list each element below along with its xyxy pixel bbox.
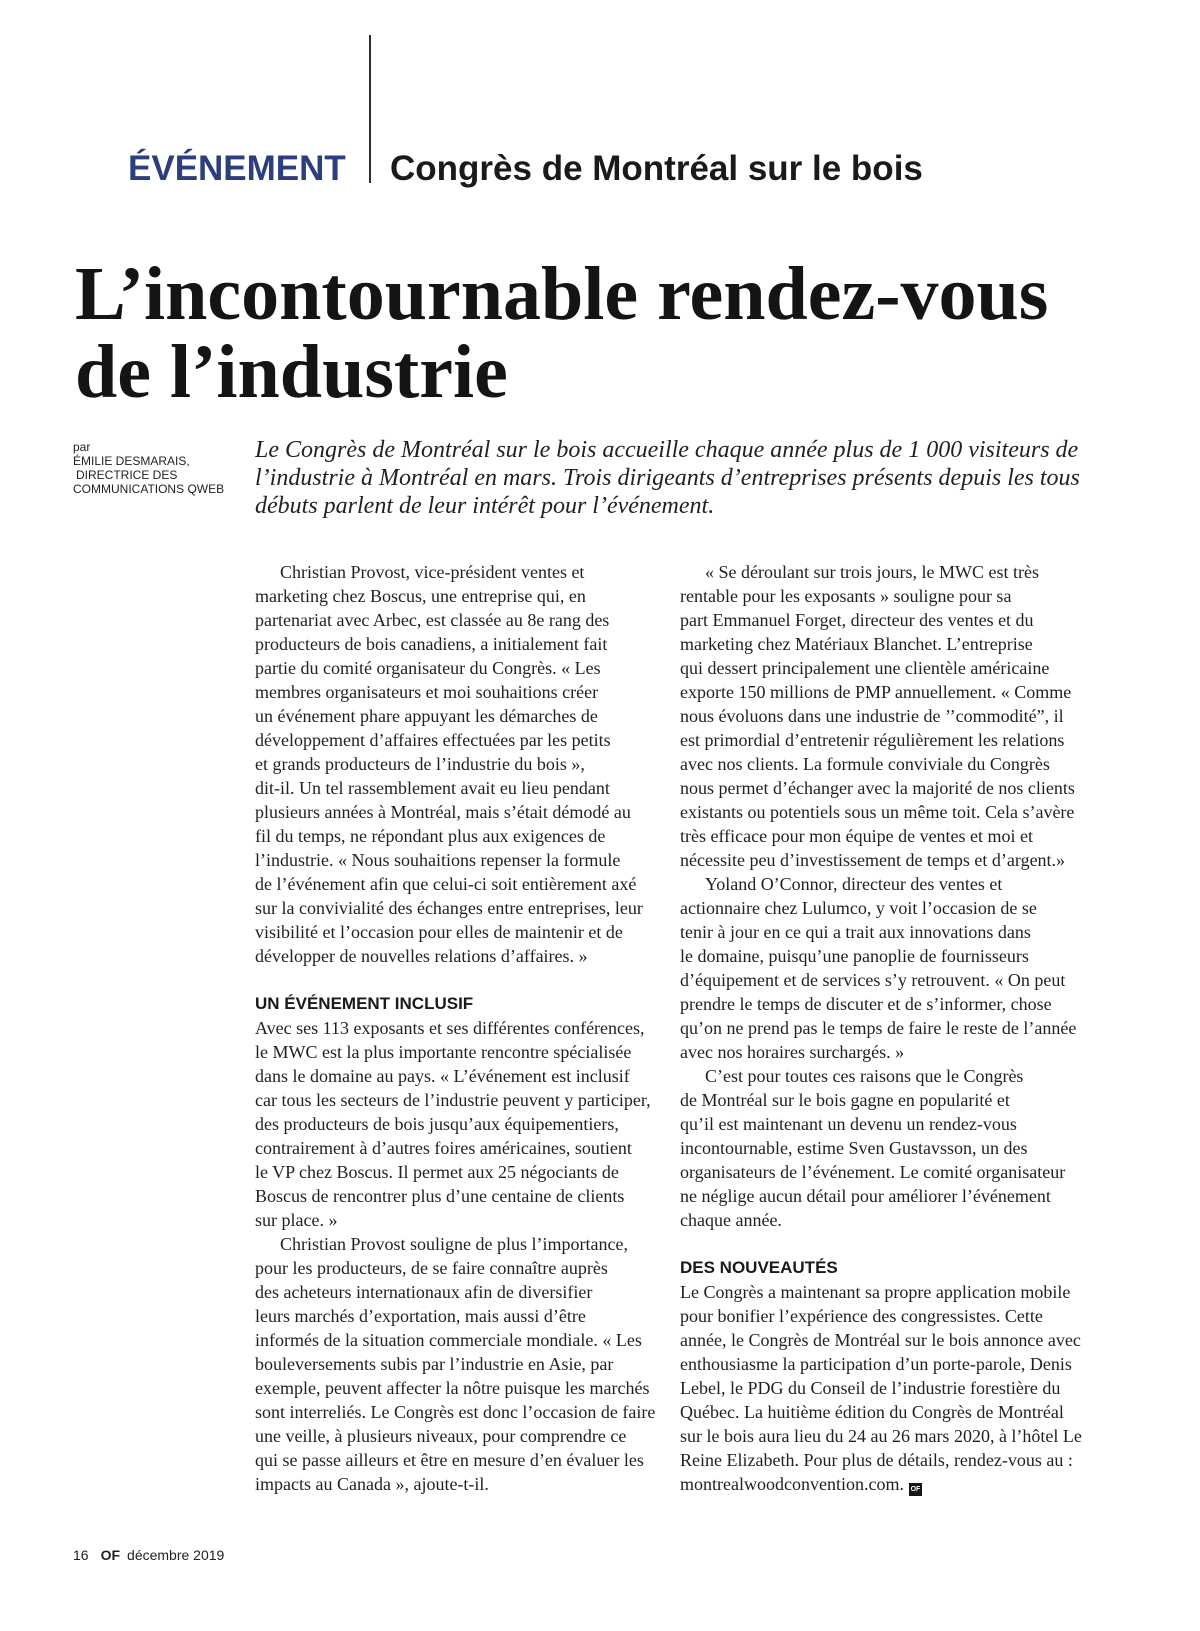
end-mark-logo-icon: OF <box>909 1483 922 1496</box>
page-footer <box>73 1546 224 1564</box>
text-line: dit-il. Un tel rassemblement avait eu lieu pendant <box>255 778 610 798</box>
body-column-left <box>255 560 685 1496</box>
text-line: nous évoluons dans une industrie de ’’commodité”, il <box>680 706 1064 726</box>
text-line: producteurs de bois canadiens, a initialement fait <box>255 634 608 654</box>
text-line: Boscus de rencontrer plus d’une centaine de clients <box>255 1186 625 1206</box>
text-line: le domaine, puisqu’une panoplie de fournisseurs <box>680 946 1029 966</box>
byline <box>73 440 224 496</box>
text-line: actionnaire chez Lulumco, y voit l’occasion de se <box>680 898 1037 918</box>
text-line: développer de nouvelles relations d’affaires. » <box>255 946 588 966</box>
section-topic: Congrès de Montréal sur le bois <box>390 149 923 188</box>
text-line: qu’il est maintenant un devenu un rendez-vous <box>680 1114 1017 1134</box>
author-role: COMMUNICATIONS QWEB <box>73 482 225 496</box>
paragraph <box>680 560 1110 872</box>
paragraph <box>255 1232 685 1496</box>
text-line: nous permet d’échanger avec la majorité de nos clients <box>680 778 1075 798</box>
text-line: organisateurs de l’événement. Le comité organisateur <box>680 1162 1066 1182</box>
section-heading: UN ÉVÉNEMENT INCLUSIF <box>255 994 474 1013</box>
text-line: pour bonifier l’expérience des congressistes. Cette <box>680 1306 1043 1326</box>
text-line: sont interreliés. Le Congrès est donc l’occasion de faire <box>255 1402 656 1422</box>
header-divider <box>369 35 371 183</box>
text-line: partie du comité organisateur du Congrès. « Les <box>255 658 601 678</box>
text-line: Québec. La huitième édition du Congrès de Montréal <box>680 1402 1064 1422</box>
text-line: pour les producteurs, de se faire connaître auprès <box>255 1258 608 1278</box>
text-line: de Montréal sur le bois gagne en popularité et <box>680 1090 1010 1110</box>
paragraph <box>255 1016 685 1232</box>
text-line: d’équipement et de services s’y retrouvent. « On peut <box>680 970 1066 990</box>
text-line: un événement phare appuyant les démarches de <box>255 706 598 726</box>
author-role: DIRECTRICE DES <box>76 468 178 482</box>
text-line: avec nos horaires surchargés. » <box>680 1042 905 1062</box>
text-line: plusieurs années à Montréal, mais s’était démodé au <box>255 802 631 822</box>
text-line: le VP chez Boscus. Il permet aux 25 négociants de <box>255 1162 619 1182</box>
title-line: de l’industrie <box>75 330 508 414</box>
text-line: est primordial d’entretenir régulièrement les relations <box>680 730 1065 750</box>
text-line: bouleversements subis par l’industrie en Asie, par <box>255 1354 614 1374</box>
title-line: L’incontournable rendez-vous <box>75 252 1049 336</box>
text-line: informés de la situation commerciale mondiale. « Les <box>255 1330 642 1350</box>
text-line: sur le bois aura lieu du 24 au 26 mars 2020, à l’hôtel Le <box>680 1426 1082 1446</box>
text-line: montrealwoodconvention.com. <box>680 1474 904 1494</box>
text-line: Reine Elizabeth. Pour plus de détails, rendez-vous au : <box>680 1450 1073 1470</box>
text-line: qui dessert principalement une clientèle américaine <box>680 658 1050 678</box>
article-title <box>75 252 1049 414</box>
text-line: incontournable, estime Sven Gustavsson, un des <box>680 1138 1028 1158</box>
text-line: des producteurs de bois jusqu’aux équipementiers, <box>255 1114 619 1134</box>
paragraph <box>680 1280 1110 1496</box>
text-line: et grands producteurs de l’industrie du bois », <box>255 754 585 774</box>
text-line: le MWC est la plus importante rencontre spécialisée <box>255 1042 632 1062</box>
text-line: dans le domaine au pays. « L’événement est inclusif <box>255 1066 630 1086</box>
text-line: prendre le temps de discuter et de s’informer, chose <box>680 994 1052 1014</box>
text-line: rentable pour les exposants » souligne pour sa <box>680 586 1012 606</box>
section-label: ÉVÉNEMENT <box>128 149 346 188</box>
lead-line: l’industrie à Montréal en mars. Trois dirigeants d’entreprises présents depuis les tous <box>255 465 1080 491</box>
text-line: marketing chez Boscus, une entreprise qui, en <box>255 586 586 606</box>
text-line: C’est pour toutes ces raisons que le Congrès <box>705 1066 1024 1086</box>
text-line: part Emmanuel Forget, directeur des ventes et du <box>680 610 1034 630</box>
byline-prefix: par <box>73 440 91 454</box>
text-line: marketing chez Matériaux Blanchet. L’entreprise <box>680 634 1033 654</box>
text-line: « Se déroulant sur trois jours, le MWC est très <box>705 562 1039 582</box>
paragraph <box>680 1064 1110 1232</box>
text-line: très efficace pour mon équipe de ventes et moi et <box>680 826 1034 846</box>
article-lead <box>255 436 1080 520</box>
text-line: tenir à jour en ce qui a trait aux innovations dans <box>680 922 1031 942</box>
text-line: leurs marchés d’exportation, mais aussi d’être <box>255 1306 586 1326</box>
issue-date: décembre 2019 <box>127 1547 225 1563</box>
text-line: contrairement à d’autres foires américaines, soutient <box>255 1138 632 1158</box>
text-line: des acheteurs internationaux afin de diversifier <box>255 1282 593 1302</box>
text-line: car tous les secteurs de l’industrie peuvent y participer, <box>255 1090 651 1110</box>
text-line: Christian Provost, vice-président ventes et <box>280 562 585 582</box>
lead-line: débuts parlent de leur intérêt pour l’événement. <box>255 493 715 519</box>
page-number: 16 <box>73 1547 89 1563</box>
text-line: chaque année. <box>680 1210 782 1230</box>
text-line: développement d’affaires effectuées par les petits <box>255 730 611 750</box>
publication-name: OF <box>100 1547 121 1563</box>
text-line: exporte 150 millions de PMP annuellement. « Comme <box>680 682 1072 702</box>
text-line: enthousiasme la participation d’un porte-parole, Denis <box>680 1354 1072 1374</box>
text-line: Christian Provost souligne de plus l’importance, <box>280 1234 628 1254</box>
text-line: Avec ses 113 exposants et ses différentes conférences, <box>255 1018 645 1038</box>
text-line: nécessite peu d’investissement de temps et d’argent.» <box>680 850 1066 870</box>
lead-line: Le Congrès de Montréal sur le bois accueille chaque année plus de 1 000 visiteurs de <box>255 437 1079 463</box>
text-line: qu’on ne prend pas le temps de faire le reste de l’année <box>680 1018 1077 1038</box>
text-line: membres organisateurs et moi souhaitions créer <box>255 682 599 702</box>
text-line: ne néglige aucun détail pour améliorer l’événement <box>680 1186 1051 1206</box>
text-line: année, le Congrès de Montréal sur le bois annonce avec <box>680 1330 1081 1350</box>
text-line: sur la convivialité des échanges entre entreprises, leur <box>255 898 643 918</box>
text-line: existants ou potentiels sous un même toit. Cela s’avère <box>680 802 1075 822</box>
paragraph <box>680 872 1110 1064</box>
text-line: Yoland O’Connor, directeur des ventes et <box>705 874 1003 894</box>
text-line: de l’événement afin que celui-ci soit entièrement axé <box>255 874 637 894</box>
text-line: sur place. » <box>255 1210 338 1230</box>
author-name: ÉMILIE DESMARAIS, <box>73 454 190 468</box>
text-line: visibilité et l’occasion pour elles de maintenir et de <box>255 922 623 942</box>
text-line: qui se passe ailleurs et être en mesure d’en évaluer les <box>255 1450 644 1470</box>
text-line: Lebel, le PDG du Conseil de l’industrie forestière du <box>680 1378 1061 1398</box>
text-line: fil du temps, ne répondant plus aux exigences de <box>255 826 606 846</box>
text-line: partenariat avec Arbec, est classée au 8e rang des <box>255 610 610 630</box>
section-heading: DES NOUVEAUTÉS <box>680 1258 838 1277</box>
text-line: impacts au Canada », ajoute-t-il. <box>255 1474 489 1494</box>
text-line: avec nos clients. La formule conviviale du Congrès <box>680 754 1050 774</box>
text-line-with-end-mark <box>680 1472 1110 1496</box>
text-line: Le Congrès a maintenant sa propre application mobile <box>680 1282 1071 1302</box>
body-column-right <box>680 560 1110 1496</box>
paragraph <box>255 560 685 968</box>
text-line: l’industrie. « Nous souhaitions repenser la formule <box>255 850 621 870</box>
text-line: une veille, à plusieurs niveaux, pour comprendre ce <box>255 1426 627 1446</box>
text-line: exemple, peuvent affecter la nôtre puisque les marchés <box>255 1378 650 1398</box>
